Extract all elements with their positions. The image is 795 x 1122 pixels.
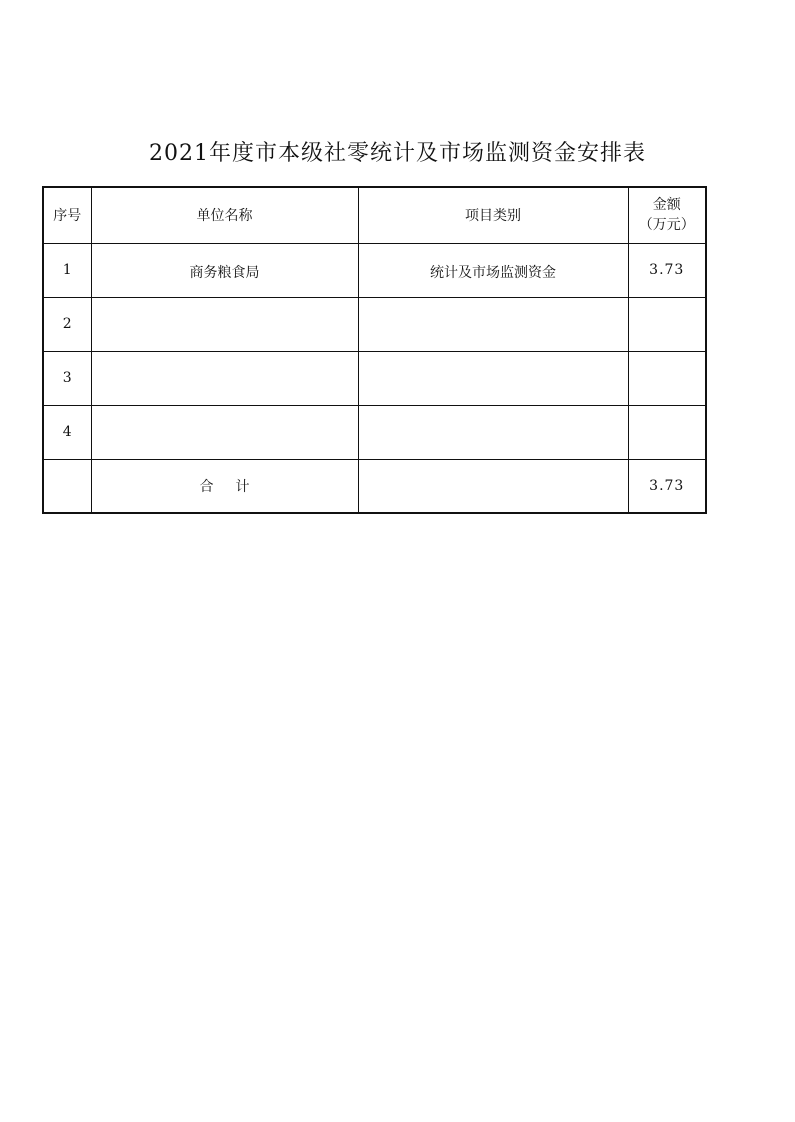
- total-amount: 3.73: [628, 459, 706, 513]
- header-amount-unit: （万元）: [638, 217, 695, 234]
- row-project-type: [358, 297, 628, 351]
- row-amount: [628, 405, 706, 459]
- table-header-row: [43, 187, 706, 243]
- row-index: 3: [43, 351, 91, 405]
- row-unit-name: [91, 297, 358, 351]
- budget-table: [42, 186, 707, 514]
- header-unit-name: 单位名称: [91, 187, 358, 243]
- row-project-type: [358, 405, 628, 459]
- header-index: 序号: [43, 187, 91, 243]
- table-row: [43, 297, 706, 351]
- row-index: 4: [43, 405, 91, 459]
- row-index: 2: [43, 297, 91, 351]
- table-row: [43, 405, 706, 459]
- total-index-cell: [43, 459, 91, 513]
- row-index: 1: [43, 243, 91, 297]
- row-amount: 3.73: [628, 243, 706, 297]
- total-project-type: [358, 459, 628, 513]
- total-label-cell: [91, 459, 358, 513]
- total-row: [43, 459, 706, 513]
- row-project-type: [358, 351, 628, 405]
- table-row: [43, 243, 706, 297]
- header-project-type: 项目类别: [358, 187, 628, 243]
- header-amount-label: 金额: [652, 197, 681, 214]
- row-amount: [628, 351, 706, 405]
- header-amount: [628, 187, 706, 243]
- row-unit-name: [91, 351, 358, 405]
- total-label: 合计: [199, 478, 272, 495]
- row-amount: [628, 297, 706, 351]
- table-row: [43, 351, 706, 405]
- row-unit-name: 商务粮食局: [91, 243, 358, 297]
- page-title: 2021年度市本级社零统计及市场监测资金安排表: [149, 141, 646, 166]
- row-unit-name: [91, 405, 358, 459]
- row-project-type: 统计及市场监测资金: [358, 243, 628, 297]
